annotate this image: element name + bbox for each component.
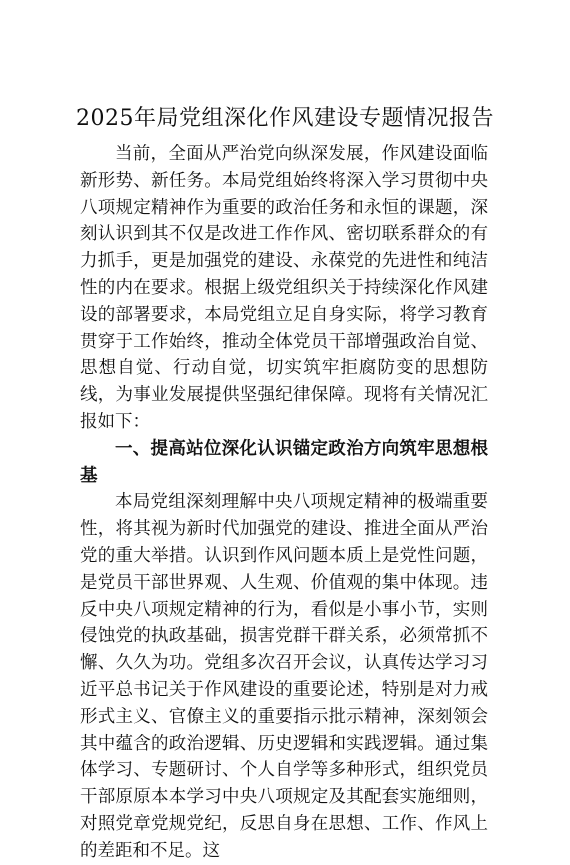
section-heading: 一、提高站位深化认识锚定政治方向筑牢思想根基 xyxy=(80,438,488,486)
document-title: 2025年局党组深化作风建设专题情况报告 xyxy=(76,106,494,131)
section-paragraph: 本局党组深刻理解中央八项规定精神的极端重要性，将其视为新时代加强党的建设、推进全面从严治党的重大举措。认识到作风问题本质上是党性问题，是党员干部世界观、人生观、价值观的集中体现。违反中央八项规定精神的行为，看似是小事小节，实则侵蚀党的执政基础，损害党群干群关系，必须常抓不懈、久久为功。党组多次召开会议，认真传达学习习近平总书记关于作风建设的重要论述，特别是对力戒形式主义、官僚主义的重要指示批示精神，深刻领会其中蕴含的政治逻辑、历史逻辑和实践逻辑。通过集体学习、专题研讨、个人自学等多种形式，组织党员干部原原本本学习中央八项规定及其配套实施细则，对照党章党规党纪，反思自身在思想、工作、作风上的差距和不足。这 xyxy=(80,492,488,861)
document-body xyxy=(80,141,488,865)
intro-paragraph: 当前，全面从严治党向纵深发展，作风建设面临新形势、新任务。本局党组始终将深入学习贯彻中央八项规定精神作为重要的政治任务和永恒的课题，深刻认识到其不仅是改进工作作风、密切联系群众的有力抓手，更是加强党的建设、永葆党的先进性和纯洁性的内在要求。根据上级党组织关于持续深化作风建设的部署要求，本局党组立足自身实际，将学习教育贯穿于工作始终，推动全体党员干部增强政治自觉、思想自觉、行动自觉，切实筑牢拒腐防变的思想防线，为事业发展提供坚强纪律保障。现将有关情况汇报如下： xyxy=(80,144,488,432)
